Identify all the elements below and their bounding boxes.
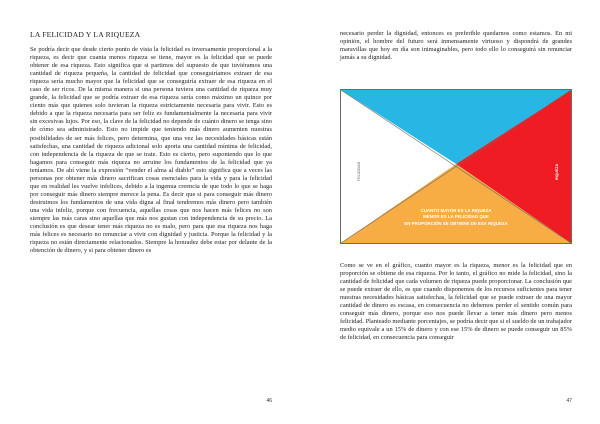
label-felicidad: FELICIDAD (357, 161, 361, 181)
section-heading: LA FELICIDAD Y LA RIQUEZA (30, 30, 141, 39)
body-paragraph-top: necesario perder la dignidad, entonces es preferible quedarnos como estamos. En mi opinión, el hombre del futuro será inmensamente virtuoso y dispondrá de grandes maravillas que hoy en día son inimaginables, pero todo ello lo conseguirá sin renunciar jamás a su dignidad. (340, 30, 572, 62)
diagram-svg (340, 89, 572, 244)
page-number: 47 (566, 398, 572, 404)
page-number: 46 (266, 398, 272, 404)
body-paragraph-bottom: Como se ve en el gráfico, cuanto mayor es la riqueza, menor es la felicidad que en proporción se obtiene de esa riqueza. Por lo tanto, el gráfico no mide la felicidad, sino la cantidad de felicidad que cada volumen de riqueza puede proporcionar. La conclusión que se puede extraer de ello, es que cuando disponemos de los recursos suficientes para tener nuestras necesidades básicas satisfechas, la felicidad que se puede extraer de una mayor cantidad de dinero es escasa, en consecuencia no debemos perder el sentido común para conseguir más dinero, porque eso nos puede llevar a tener más dinero pero menos felicidad. Planteado mediante porcentajes, se podría decir que si el sueldo de un trabajador medio equivale a un 15% de dinero y con ese 15% de dinero se puede conseguir un 85% de felicidad, en consecuencia para conseguir (340, 262, 572, 342)
center-caption-line-2: MENOR ES LA FELICIDAD QUE (423, 214, 489, 219)
left-text-column (30, 30, 272, 255)
label-riqueza: RIQUEZA (555, 163, 559, 180)
wealth-happiness-diagram (340, 89, 572, 244)
center-caption-line-1: CUANTO MAYOR ES LA RIQUEZA (420, 208, 492, 213)
center-caption-line-3: EN PROPORCIÓN SE OBTIENE DE ESA RIQUEZA (404, 221, 508, 226)
right-bottom-text (340, 262, 572, 342)
right-page (300, 0, 600, 424)
body-paragraph: Se podría decir que desde cierto punto de vista la felicidad es inversamente proporcional a la riqueza, es decir que cuanta menos riqueza se tiene, mayor es la felicidad que se puede obtener de esa riqueza. Esto significa que si partimos del supuesto de que tuviéramos una cantidad de riqueza pequeña, la cantidad de felicidad que conseguiríamos extraer de esa riqueza sería mucho mayor que la felicidad que se conseguiría extraer de esa riqueza en el caso de ser ricos. De la misma manera si una persona tuviera una cantidad de riqueza muy grande, la felicidad que se podría extraer de esa riqueza sería como máximo un quince por ciento más que quienes solo tuvieran la riqueza estrictamente necesaria para vivir. Esto es debido a que la riqueza necesaria para ser feliz es fundamentalmente la necesaria para vivir sin excesivas lujos. Por eso, la clave de la felicidad no depende de cuánto dinero se tenga sino de cómo sea administrado. Esto no impide que teniendo más dinero aumenten nuestras posibilidades de ser más felices, pero determina, que una vez las necesidades básicas están satisfechas, una cantidad de riqueza adicional solo aporta una cantidad mínima de felicidad, con independencia de la riqueza de que se trate. Esto es cierto, pero suponiendo que lo que hagamos para conseguir más riqueza no arruine los fundamentos de la felicidad que ya teníamos. De ahí viene la expresión “vender el alma al diablo” esto significa que a veces las personas por obtener más dinero sacrifican cosas esenciales para la vida y para la felicidad que en realidad les vuelve infelices, debido a la ingenua creencia de que todo lo que se haga por conseguir más dinero siempre merece la pena. Es decir que si para conseguir más dinero destruimos los fundamentos de una vida digna al final tendremos más dinero pero también una vida infeliz, porque con frecuencia, aquellas cosas que nos hacen más felices no son siempre las más caras sino aquellas que más nos gustan con independencia de su precio. La conclusión es que desear tener más riqueza no es malo, pero para que esa riqueza nos haga más felices es necesario no renunciar a vivir con dignidad y justicia. Porque la felicidad y la riqueza no están directamente relacionados. Siempre la honradez debe estar por delante de la obtención de dinero, y si para obtener dinero es (30, 46, 272, 255)
right-top-text (340, 30, 572, 62)
